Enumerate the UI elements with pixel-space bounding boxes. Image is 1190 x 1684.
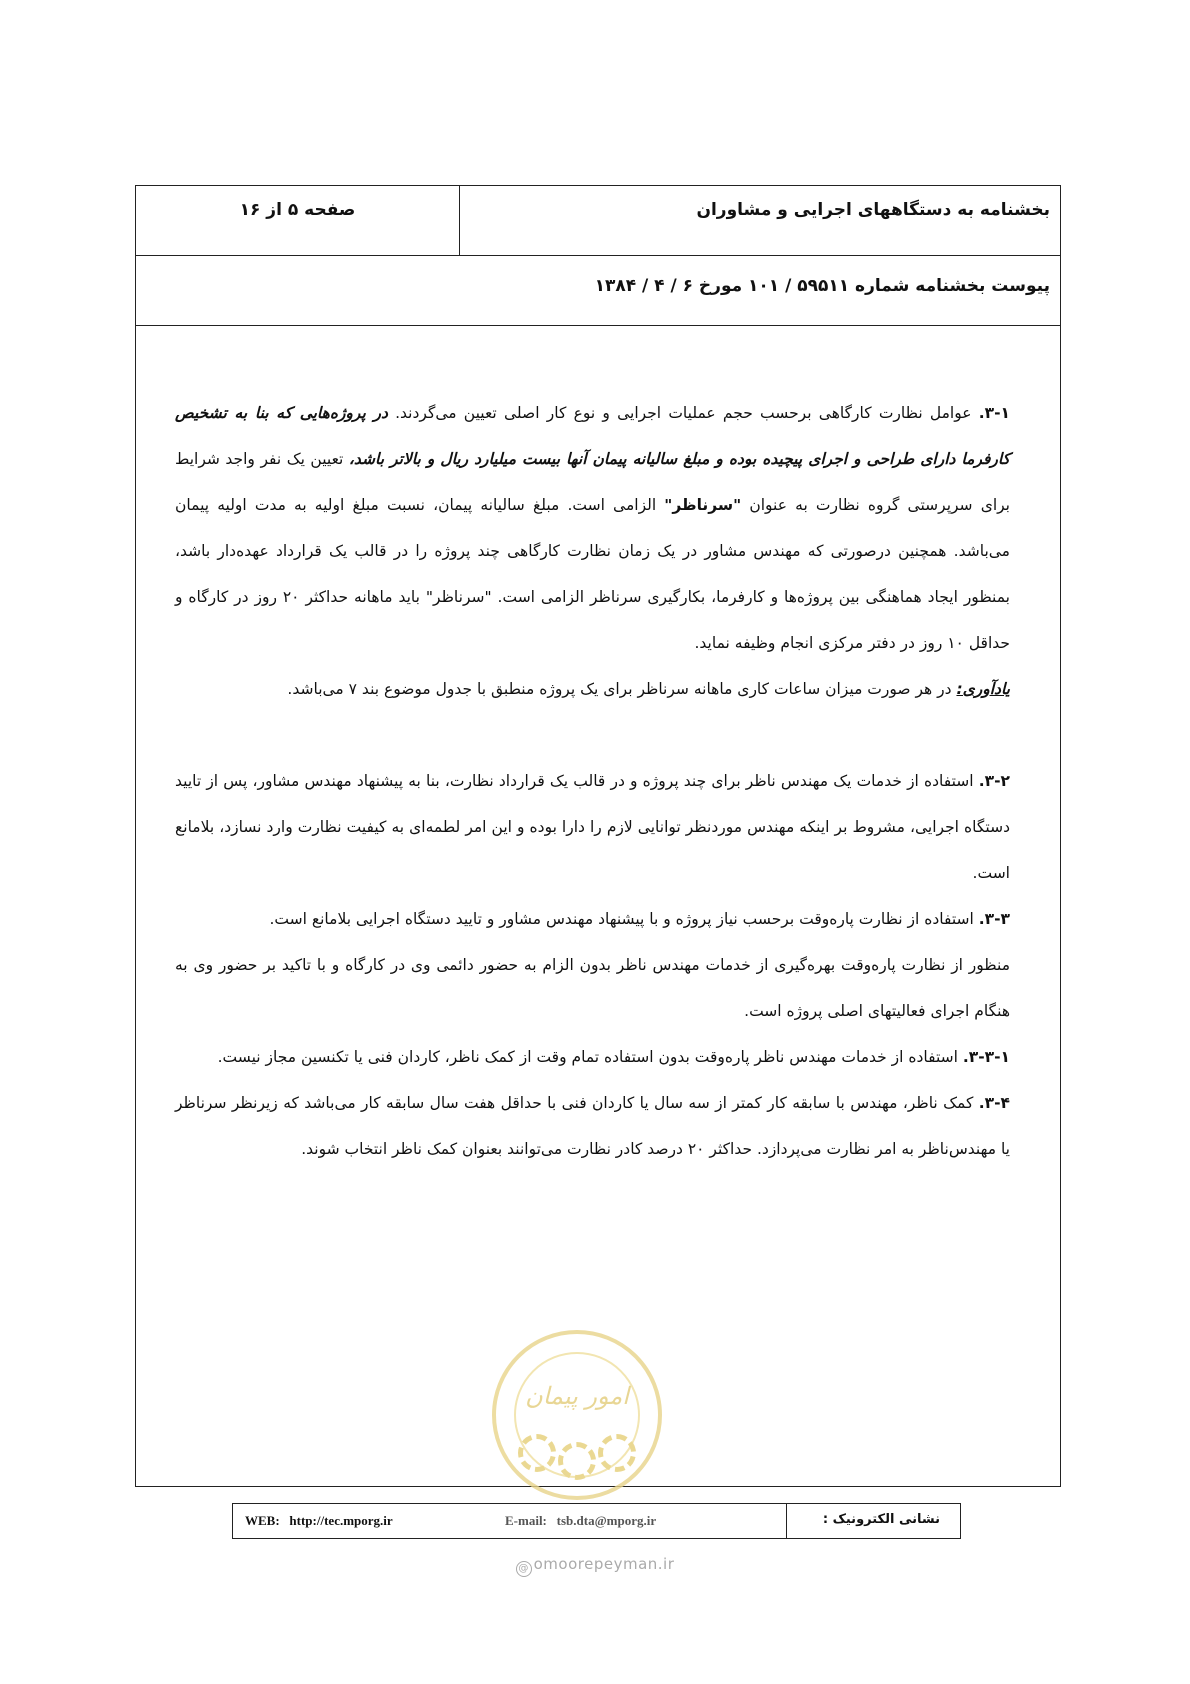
attachment-reference: پیوست بخشنامه شماره ۵۹۵۱۱ / ۱۰۱ مورخ ۶ / ۴ / ۱۳۸۴ xyxy=(594,276,1050,296)
note-label: یادآوری: xyxy=(956,680,1010,698)
gear-icon xyxy=(518,1434,556,1472)
header-row xyxy=(136,186,1060,256)
watermark xyxy=(0,1555,1190,1577)
paragraph-3-2 xyxy=(175,758,1010,896)
reminder-note xyxy=(175,666,1010,712)
mail-address: tsb.dta@mporg.ir xyxy=(556,1513,657,1528)
paragraph-3-1 xyxy=(175,390,1010,666)
paragraph-text: الزامی است. مبلغ سالیانه پیمان، نسبت مبلغ اولیه به مدت اولیه پیمان می‌باشد. همچنین درصورتی که مهندس مشاور در یک زمان نظارت کارگاهی چند پروژه را در قالب یک قرارداد عهده‌دار باشد، بمنظور ایجاد هماهنگی بین پروژه‌ها و کارفرما، بکارگیری سرناظر الزامی است. "سرناظر" باید ماهانه حداکثر ۲۰ روز در کارگاه و حداقل ۱۰ روز در دفتر مرکزی انجام وظیفه نماید. xyxy=(175,496,1010,652)
section-number: ۳-۴. xyxy=(978,1094,1010,1112)
gear-icon xyxy=(558,1442,596,1480)
paragraph-text: تعیین یک نفر واجد شرایط برای سرپرستی گروه نظارت به عنوان xyxy=(175,450,1010,514)
paragraph-3-3-1 xyxy=(175,1034,1010,1080)
web-url: http://tec.mporg.ir xyxy=(289,1513,393,1528)
organization-stamp xyxy=(492,1330,662,1500)
paragraph-3-3-continued: منظور از نظارت پاره‌وقت بهره‌گیری از خدمات مهندس ناظر بدون الزام به حضور دائمی وی در کارگاه و با تاکید بر حضور وی به هنگام اجرای فعالیتهای اصلی پروژه است. xyxy=(175,956,1010,1020)
paragraph-text: استفاده از خدمات یک مهندس ناظر برای چند پروژه و در قالب یک قرارداد نظارت، بنا به پیشنهاد مهندس مشاور، پس از تایید دستگاه اجرایی، مشروط بر اینکه مهندس موردنظر توانایی لازم را دارا بوده و این امر لطمه‌ای به کیفیت نظارت وارد نسازد، بلامانع است. xyxy=(175,772,1010,882)
attachment-row xyxy=(136,256,1060,326)
paragraph-3-4 xyxy=(175,1080,1010,1172)
paragraph-text: استفاده از نظارت پاره‌وقت برحسب نیاز پروژه و با پیشنهاد مهندس مشاور و تایید دستگاه اجرایی بلامانع است. xyxy=(269,910,979,928)
mail-label: E-mail: xyxy=(505,1513,547,1528)
stamp-text: امور پیمان xyxy=(525,1382,629,1410)
web-label: WEB: xyxy=(245,1513,280,1528)
page-number: صفحه ۵ از ۱۶ xyxy=(239,200,356,220)
document-title: بخشنامه به دستگاههای اجرایی و مشاوران xyxy=(696,200,1050,220)
emphasized-text: در پروژه‌هایی که بنا به تشخیص کارفرما دارای طراحی و اجرای پیچیده بوده و مبلغ سالیانه پیمان آنها بیست میلیارد ریال و بالاتر باشد، xyxy=(175,404,1010,468)
section-number: ۳-۲. xyxy=(978,772,1010,790)
header-divider xyxy=(459,186,460,256)
paragraph-3-3 xyxy=(175,896,1010,942)
gear-icon xyxy=(598,1434,636,1472)
email-link[interactable] xyxy=(505,1513,656,1529)
paragraph-text: استفاده از خدمات مهندس ناظر پاره‌وقت بدون استفاده تمام وقت از کمک ناظر، کاردان فنی یا تکنسین مجاز نیست. xyxy=(217,1048,963,1066)
document-body xyxy=(175,390,1010,1172)
footer-label: نشانی الکترونیک : xyxy=(822,1512,940,1527)
footer-divider xyxy=(786,1504,787,1538)
paragraph-text: عوامل نظارت کارگاهی برحسب حجم عملیات اجرایی و نوع کار اصلی تعیین می‌گردند. xyxy=(387,404,979,422)
section-number: ۳-۳. xyxy=(978,910,1010,928)
section-number: ۳-۱. xyxy=(978,404,1010,422)
watermark-text: omoorepeyman.ir xyxy=(533,1555,675,1573)
at-icon: @ xyxy=(516,1561,532,1577)
section-number: ۳-۳-۱. xyxy=(962,1048,1010,1066)
quoted-term: "سرناظر" xyxy=(664,496,742,514)
note-text: در هر صورت میزان ساعات کاری ماهانه سرناظر برای یک پروژه منطبق با جدول موضوع بند ۷ می‌باشد. xyxy=(287,680,957,698)
paragraph-text: کمک ناظر، مهندس با سابقه کار کمتر از سه سال یا کاردان فنی با حداقل هفت سال سابقه کار می‌باشد که زیرنظر سرناظر یا مهندس‌ناظر به امر نظارت می‌پردازد. حداکثر ۲۰ درصد کادر نظارت می‌توانند بعنوان کمک ناظر انتخاب شوند. xyxy=(175,1094,1010,1158)
footer-contact xyxy=(232,1503,961,1539)
website-link[interactable] xyxy=(245,1513,393,1529)
